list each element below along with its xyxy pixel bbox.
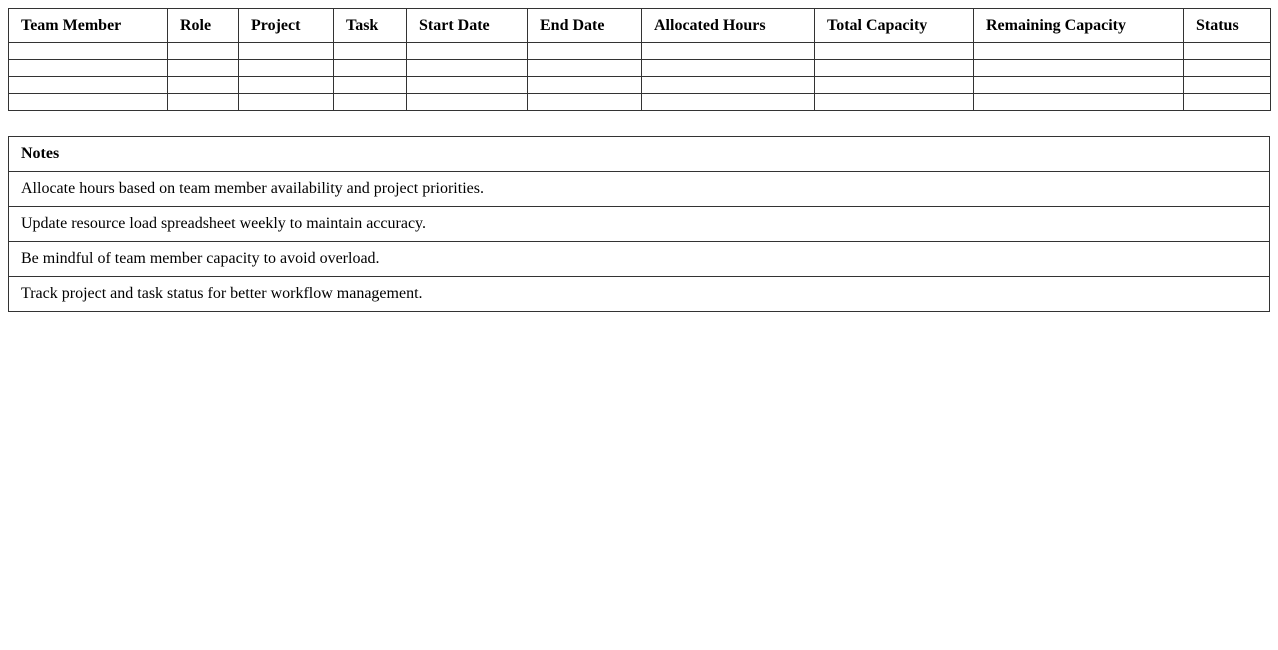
table-cell [974, 94, 1184, 111]
table-cell [642, 60, 815, 77]
table-cell [239, 94, 334, 111]
table-cell [528, 77, 642, 94]
table-cell [528, 94, 642, 111]
resource-load-table [8, 8, 1271, 111]
note-item: Allocate hours based on team member availability and project priorities. [9, 172, 1270, 207]
table-cell [642, 94, 815, 111]
column-header-start-date: Start Date [407, 9, 528, 43]
table-cell [642, 77, 815, 94]
table-row [9, 43, 1271, 60]
table-cell [9, 43, 168, 60]
note-item: Track project and task status for better workflow management. [9, 277, 1270, 312]
table-cell [974, 77, 1184, 94]
table-cell [9, 60, 168, 77]
table-cell [407, 94, 528, 111]
table-cell [974, 60, 1184, 77]
column-header-remaining-capacity: Remaining Capacity [974, 9, 1184, 43]
table-cell [239, 60, 334, 77]
table-cell [815, 77, 974, 94]
table-cell [528, 43, 642, 60]
table-cell [407, 60, 528, 77]
column-header-task: Task [334, 9, 407, 43]
table-cell [334, 60, 407, 77]
table-cell [9, 94, 168, 111]
notes-table [8, 136, 1270, 312]
notes-heading: Notes [9, 137, 1270, 172]
table-cell [528, 60, 642, 77]
table-header-row [9, 9, 1271, 43]
table-cell [1184, 60, 1271, 77]
table-cell [239, 43, 334, 60]
table-cell [168, 77, 239, 94]
table-cell [815, 60, 974, 77]
table-row [9, 60, 1271, 77]
table-cell [974, 43, 1184, 60]
note-item: Update resource load spreadsheet weekly to maintain accuracy. [9, 207, 1270, 242]
table-cell [642, 43, 815, 60]
table-cell [9, 77, 168, 94]
table-row [9, 77, 1271, 94]
column-header-role: Role [168, 9, 239, 43]
column-header-project: Project [239, 9, 334, 43]
column-header-team-member: Team Member [9, 9, 168, 43]
table-cell [1184, 43, 1271, 60]
notes-row [9, 277, 1270, 312]
column-header-total-capacity: Total Capacity [815, 9, 974, 43]
notes-row [9, 172, 1270, 207]
notes-row [9, 207, 1270, 242]
table-cell [168, 43, 239, 60]
column-header-allocated-hours: Allocated Hours [642, 9, 815, 43]
table-cell [168, 94, 239, 111]
note-item: Be mindful of team member capacity to avoid overload. [9, 242, 1270, 277]
table-row [9, 94, 1271, 111]
table-cell [168, 60, 239, 77]
table-cell [334, 43, 407, 60]
table-cell [815, 94, 974, 111]
table-cell [239, 77, 334, 94]
table-cell [407, 77, 528, 94]
table-cell [1184, 77, 1271, 94]
table-cell [1184, 94, 1271, 111]
table-cell [407, 43, 528, 60]
table-cell [815, 43, 974, 60]
table-cell [334, 94, 407, 111]
column-header-end-date: End Date [528, 9, 642, 43]
column-header-status: Status [1184, 9, 1271, 43]
notes-header-row [9, 137, 1270, 172]
notes-row [9, 242, 1270, 277]
table-cell [334, 77, 407, 94]
